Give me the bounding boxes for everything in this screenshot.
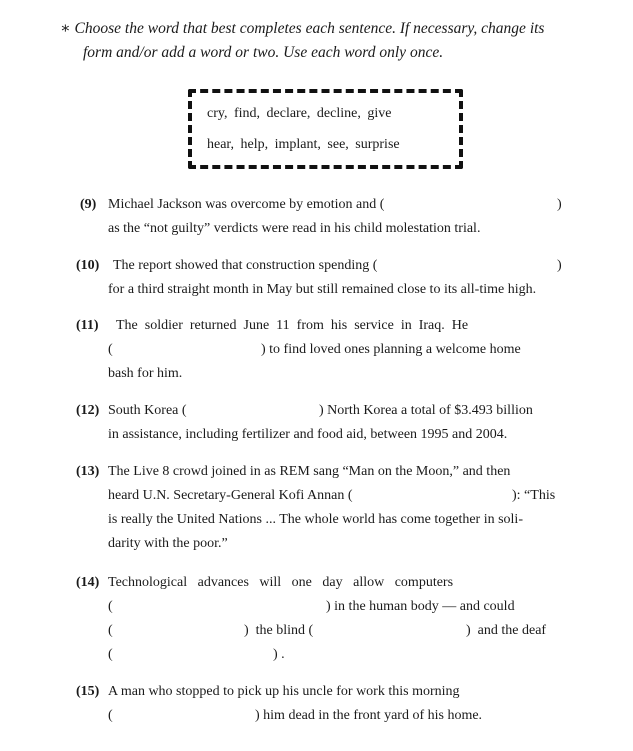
question-number: (9) xyxy=(80,197,97,212)
question-text-line: Michael Jackson was overcome by emotion and ( xyxy=(108,197,385,212)
question-text-line: ): “This xyxy=(512,488,556,503)
question-text-line: South Korea ( xyxy=(108,403,187,418)
blank-close-paren: ) xyxy=(557,197,562,212)
question-number: (15) xyxy=(76,684,100,699)
word-box-row-1: cry, find, declare, decline, give xyxy=(207,106,392,121)
question-text-line: heard U.N. Secretary-General Kofi Annan ( xyxy=(108,488,353,503)
blank-open-paren: ( xyxy=(108,708,113,723)
question-text-line: bash for him. xyxy=(108,366,183,381)
question-text-line: ) the blind ( xyxy=(244,623,314,638)
blank-close-paren: ) xyxy=(557,258,562,273)
question-text-line: as the “not guilty” verdicts were read in his child molestation trial. xyxy=(108,221,481,236)
word-box-row-2: hear, help, implant, see, surprise xyxy=(207,137,400,152)
question-text-line: ) . xyxy=(273,647,285,662)
question-text-line: A man who stopped to pick up his uncle for work this morning xyxy=(108,684,460,699)
question-number: (11) xyxy=(76,318,99,333)
blank-open-paren: ( xyxy=(108,342,113,357)
question-text-line: ) in the human body — and could xyxy=(326,599,515,614)
asterisk-icon: ∗ xyxy=(60,20,71,37)
question-text-line: The soldier returned June 11 from his service in Iraq. He xyxy=(116,318,469,333)
instructions-line-2: form and/or add a word or two. Use each word only once. xyxy=(83,44,444,61)
question-text-line: ) to find loved ones planning a welcome home xyxy=(261,342,521,357)
question-text-line: ) him dead in the front yard of his home. xyxy=(255,708,483,723)
question-text-line: darity with the poor.” xyxy=(108,536,228,551)
question-text-line: The report showed that construction spending ( xyxy=(113,258,378,273)
question-number: (12) xyxy=(76,403,100,418)
question-text-line: in assistance, including fertilizer and food aid, between 1995 and 2004. xyxy=(108,427,508,442)
question-text-line: for a third straight month in May but still remained close to its all-time high. xyxy=(108,282,537,297)
question-number: (10) xyxy=(76,258,100,273)
question-text-line: ) and the deaf xyxy=(466,623,547,638)
word-box xyxy=(188,89,463,169)
blank-open-paren: ( xyxy=(108,599,113,614)
instructions xyxy=(60,17,600,65)
blank-open-paren: ( xyxy=(108,647,113,662)
question-number: (14) xyxy=(76,575,100,590)
blank-open-paren: ( xyxy=(108,623,113,638)
question-text-line: ) North Korea a total of $3.493 billion xyxy=(319,403,533,418)
question-text-line: The Live 8 crowd joined in as REM sang “Man on the Moon,” and then xyxy=(108,464,511,479)
question-number: (13) xyxy=(76,464,100,479)
instructions-line-1: Choose the word that best completes each sentence. If necessary, change its xyxy=(74,20,545,37)
question-text-line: Technological advances will one day allow computers xyxy=(108,575,454,590)
question-text-line: is really the United Nations ... The whole world has come together in soli- xyxy=(108,512,523,527)
